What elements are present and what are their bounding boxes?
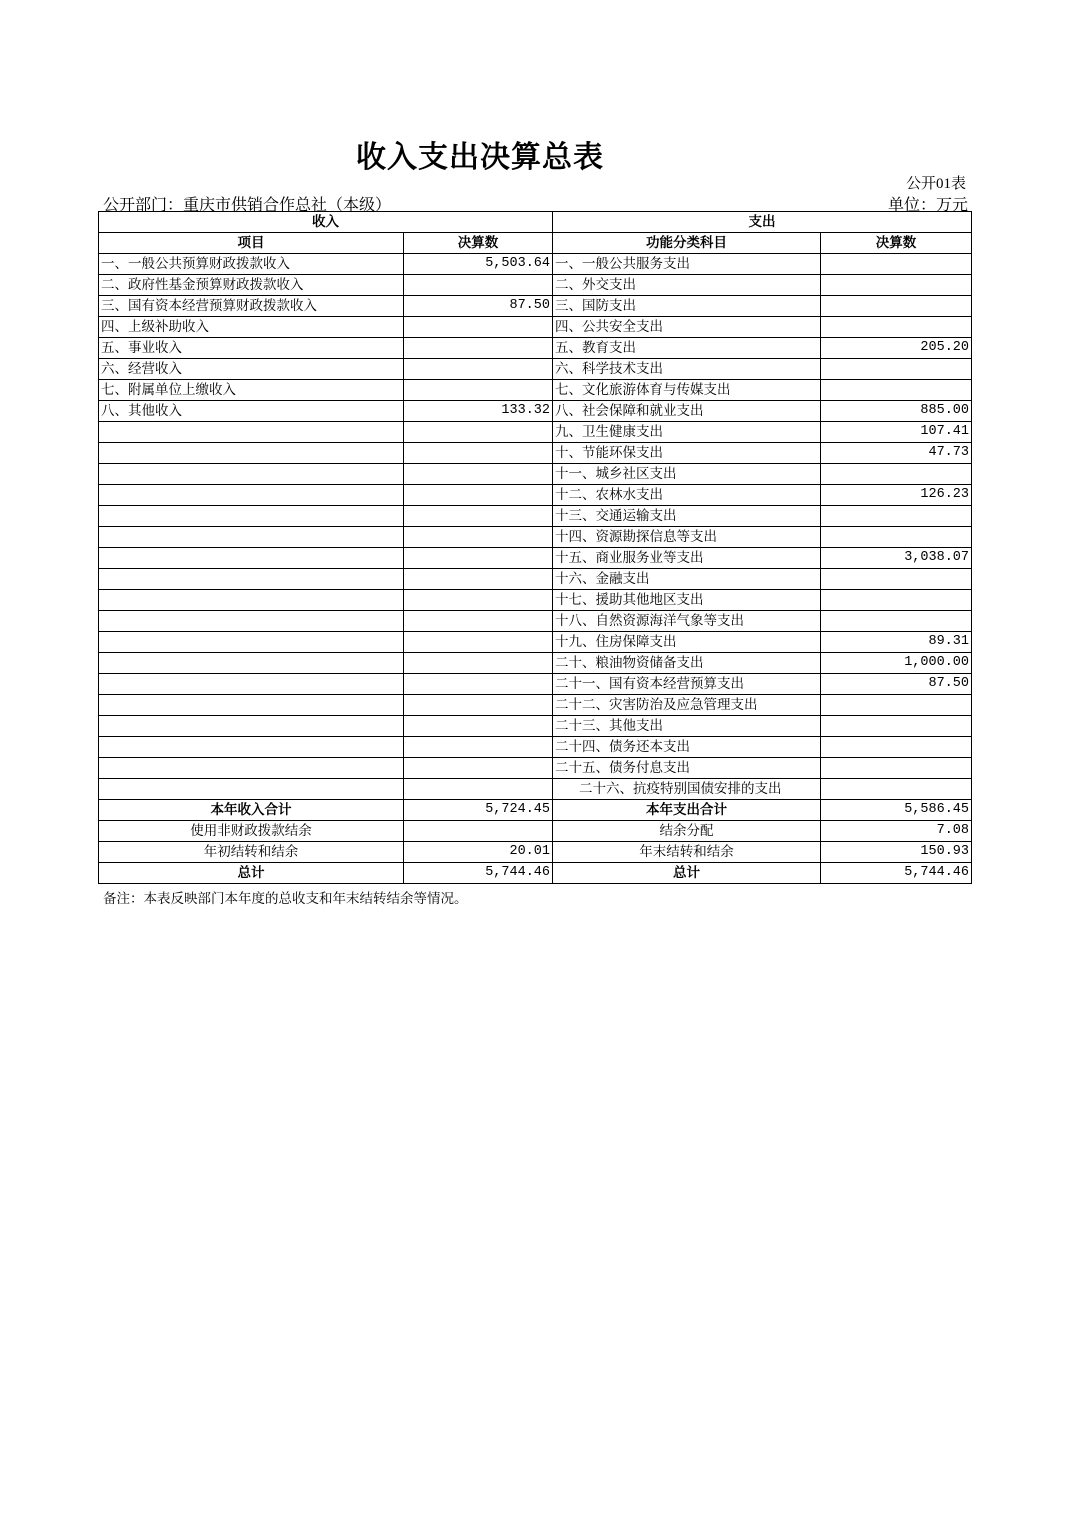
expense-total-value: 5,586.45 xyxy=(821,800,972,821)
nonfiscal-balance-value xyxy=(404,821,553,842)
income-item-cell xyxy=(99,464,404,485)
table-row xyxy=(99,422,972,443)
balance-row xyxy=(99,821,972,842)
expense-item-cell: 十八、自然资源海洋气象等支出 xyxy=(553,611,821,632)
income-item-cell xyxy=(99,653,404,674)
expense-amount-cell xyxy=(821,506,972,527)
expense-item-cell: 二、外交支出 xyxy=(553,275,821,296)
income-amount-cell xyxy=(404,527,553,548)
expense-item-cell: 七、文化旅游体育与传媒支出 xyxy=(553,380,821,401)
income-amount-cell xyxy=(404,317,553,338)
expense-item-cell: 二十一、国有资本经营预算支出 xyxy=(553,674,821,695)
expense-item-cell: 二十四、债务还本支出 xyxy=(553,737,821,758)
nonfiscal-balance-label: 使用非财政拨款结余 xyxy=(99,821,404,842)
income-item-cell: 七、附属单位上缴收入 xyxy=(99,380,404,401)
table-row xyxy=(99,443,972,464)
closing-carryover-value: 150.93 xyxy=(821,842,972,863)
income-amount-cell xyxy=(404,695,553,716)
income-amount-cell xyxy=(404,569,553,590)
table-row xyxy=(99,506,972,527)
income-amount-cell xyxy=(404,653,553,674)
expense-amount-cell xyxy=(821,695,972,716)
expense-item-cell: 二十五、债务付息支出 xyxy=(553,758,821,779)
income-item-cell xyxy=(99,569,404,590)
table-row xyxy=(99,296,972,317)
income-amount-cell xyxy=(404,485,553,506)
table-row xyxy=(99,548,972,569)
income-item-cell xyxy=(99,443,404,464)
opening-carryover-value: 20.01 xyxy=(404,842,553,863)
income-amount-cell xyxy=(404,590,553,611)
expense-item-cell: 二十六、抗疫特别国债安排的支出 xyxy=(553,779,821,800)
income-amount-cell: 5,503.64 xyxy=(404,254,553,275)
expense-amount-cell xyxy=(821,296,972,317)
carryover-row xyxy=(99,842,972,863)
expense-amount-cell xyxy=(821,380,972,401)
table-row xyxy=(99,590,972,611)
income-item-cell xyxy=(99,674,404,695)
amount2-column-header: 决算数 xyxy=(821,233,972,254)
grand-total-expense-value: 5,744.46 xyxy=(821,863,972,884)
income-item-cell: 五、事业收入 xyxy=(99,338,404,359)
expense-amount-cell: 47.73 xyxy=(821,443,972,464)
income-item-cell: 八、其他收入 xyxy=(99,401,404,422)
expense-amount-cell xyxy=(821,527,972,548)
expense-item-cell: 九、卫生健康支出 xyxy=(553,422,821,443)
table-row xyxy=(99,527,972,548)
function-category-column-header: 功能分类科目 xyxy=(553,233,821,254)
expense-item-cell: 十二、农林水支出 xyxy=(553,485,821,506)
item-column-header: 项目 xyxy=(99,233,404,254)
expense-item-cell: 三、国防支出 xyxy=(553,296,821,317)
closing-carryover-label: 年末结转和结余 xyxy=(553,842,821,863)
income-amount-cell xyxy=(404,422,553,443)
income-item-cell xyxy=(99,716,404,737)
table-row xyxy=(99,464,972,485)
column-header-row xyxy=(99,233,972,254)
expense-item-cell: 五、教育支出 xyxy=(553,338,821,359)
income-amount-cell xyxy=(404,632,553,653)
income-amount-cell xyxy=(404,674,553,695)
income-amount-cell xyxy=(404,758,553,779)
income-item-cell xyxy=(99,527,404,548)
table-row xyxy=(99,380,972,401)
expense-item-cell: 十五、商业服务业等支出 xyxy=(553,548,821,569)
table-row xyxy=(99,338,972,359)
income-amount-cell xyxy=(404,737,553,758)
opening-carryover-label: 年初结转和结余 xyxy=(99,842,404,863)
income-item-cell: 四、上级补助收入 xyxy=(99,317,404,338)
income-amount-cell xyxy=(404,611,553,632)
table-row xyxy=(99,485,972,506)
income-amount-cell: 87.50 xyxy=(404,296,553,317)
income-item-cell xyxy=(99,485,404,506)
table-row xyxy=(99,758,972,779)
expense-amount-cell: 3,038.07 xyxy=(821,548,972,569)
grand-total-expense-label: 总计 xyxy=(553,863,821,884)
expense-item-cell: 四、公共安全支出 xyxy=(553,317,821,338)
income-total-value: 5,724.45 xyxy=(404,800,553,821)
footnote: 备注：本表反映部门本年度的总收支和年末结转结余等情况。 xyxy=(103,891,468,906)
expense-amount-cell xyxy=(821,569,972,590)
income-header: 收入 xyxy=(99,212,553,233)
income-item-cell xyxy=(99,611,404,632)
annual-total-row xyxy=(99,800,972,821)
income-amount-cell xyxy=(404,464,553,485)
table-row xyxy=(99,611,972,632)
income-item-cell: 六、经营收入 xyxy=(99,359,404,380)
department-label: 公开部门：重庆市供销合作总社（本级） xyxy=(103,197,392,214)
income-amount-cell xyxy=(404,548,553,569)
totals-body xyxy=(99,800,972,884)
table-row xyxy=(99,695,972,716)
expense-amount-cell xyxy=(821,716,972,737)
expense-item-cell: 十六、金融支出 xyxy=(553,569,821,590)
expense-amount-cell: 1,000.00 xyxy=(821,653,972,674)
income-amount-cell xyxy=(404,338,553,359)
table-row xyxy=(99,275,972,296)
income-item-cell: 二、政府性基金预算财政拨款收入 xyxy=(99,275,404,296)
expense-amount-cell: 126.23 xyxy=(821,485,972,506)
expense-item-cell: 二十三、其他支出 xyxy=(553,716,821,737)
expense-item-cell: 十三、交通运输支出 xyxy=(553,506,821,527)
table-row xyxy=(99,716,972,737)
income-item-cell xyxy=(99,737,404,758)
income-total-label: 本年收入合计 xyxy=(99,800,404,821)
income-item-cell xyxy=(99,422,404,443)
expense-amount-cell: 107.41 xyxy=(821,422,972,443)
expense-amount-cell: 89.31 xyxy=(821,632,972,653)
form-number: 公开01表 xyxy=(905,176,966,192)
income-item-cell xyxy=(99,632,404,653)
table-row xyxy=(99,401,972,422)
surplus-distribution-label: 结余分配 xyxy=(553,821,821,842)
surplus-distribution-value: 7.08 xyxy=(821,821,972,842)
table-row xyxy=(99,779,972,800)
income-amount-cell: 133.32 xyxy=(404,401,553,422)
table-body xyxy=(99,254,972,800)
expense-amount-cell xyxy=(821,611,972,632)
income-item-cell xyxy=(99,695,404,716)
expense-item-cell: 二十、粮油物资储备支出 xyxy=(553,653,821,674)
expense-amount-cell xyxy=(821,317,972,338)
expense-item-cell: 十九、住房保障支出 xyxy=(553,632,821,653)
income-amount-cell xyxy=(404,275,553,296)
expense-amount-cell xyxy=(821,359,972,380)
income-amount-cell xyxy=(404,779,553,800)
expense-amount-cell xyxy=(821,758,972,779)
expense-item-cell: 六、科学技术支出 xyxy=(553,359,821,380)
expense-amount-cell xyxy=(821,737,972,758)
income-item-cell: 一、一般公共预算财政拨款收入 xyxy=(99,254,404,275)
income-item-cell xyxy=(99,506,404,527)
expense-item-cell: 十四、资源勘探信息等支出 xyxy=(553,527,821,548)
budget-table xyxy=(98,211,972,884)
table-row xyxy=(99,254,972,275)
income-amount-cell xyxy=(404,716,553,737)
expense-amount-cell xyxy=(821,590,972,611)
table-row xyxy=(99,674,972,695)
table-row xyxy=(99,317,972,338)
income-item-cell xyxy=(99,548,404,569)
expense-header: 支出 xyxy=(553,212,972,233)
table-row xyxy=(99,569,972,590)
income-item-cell: 三、国有资本经营预算财政拨款收入 xyxy=(99,296,404,317)
income-amount-cell xyxy=(404,506,553,527)
table-row xyxy=(99,632,972,653)
table-row xyxy=(99,653,972,674)
income-item-cell xyxy=(99,590,404,611)
expense-amount-cell xyxy=(821,254,972,275)
grand-total-income-label: 总计 xyxy=(99,863,404,884)
income-amount-cell xyxy=(404,359,553,380)
unit-label: 单位：万元 xyxy=(887,197,968,214)
page-title: 收入支出决算总表 xyxy=(356,140,604,175)
expense-item-cell: 十七、援助其他地区支出 xyxy=(553,590,821,611)
expense-item-cell: 一、一般公共服务支出 xyxy=(553,254,821,275)
income-amount-cell xyxy=(404,380,553,401)
grand-total-row xyxy=(99,863,972,884)
expense-amount-cell: 205.20 xyxy=(821,338,972,359)
expense-amount-cell xyxy=(821,779,972,800)
expense-total-label: 本年支出合计 xyxy=(553,800,821,821)
expense-item-cell: 十、节能环保支出 xyxy=(553,443,821,464)
expense-amount-cell: 87.50 xyxy=(821,674,972,695)
table-row xyxy=(99,737,972,758)
expense-item-cell: 二十二、灾害防治及应急管理支出 xyxy=(553,695,821,716)
amount-column-header: 决算数 xyxy=(404,233,553,254)
expense-item-cell: 八、社会保障和就业支出 xyxy=(553,401,821,422)
grand-total-income-value: 5,744.46 xyxy=(404,863,553,884)
income-amount-cell xyxy=(404,443,553,464)
expense-item-cell: 十一、城乡社区支出 xyxy=(553,464,821,485)
expense-amount-cell: 885.00 xyxy=(821,401,972,422)
income-item-cell xyxy=(99,779,404,800)
expense-amount-cell xyxy=(821,464,972,485)
table-row xyxy=(99,359,972,380)
section-header-row xyxy=(99,212,972,233)
income-item-cell xyxy=(99,758,404,779)
expense-amount-cell xyxy=(821,275,972,296)
